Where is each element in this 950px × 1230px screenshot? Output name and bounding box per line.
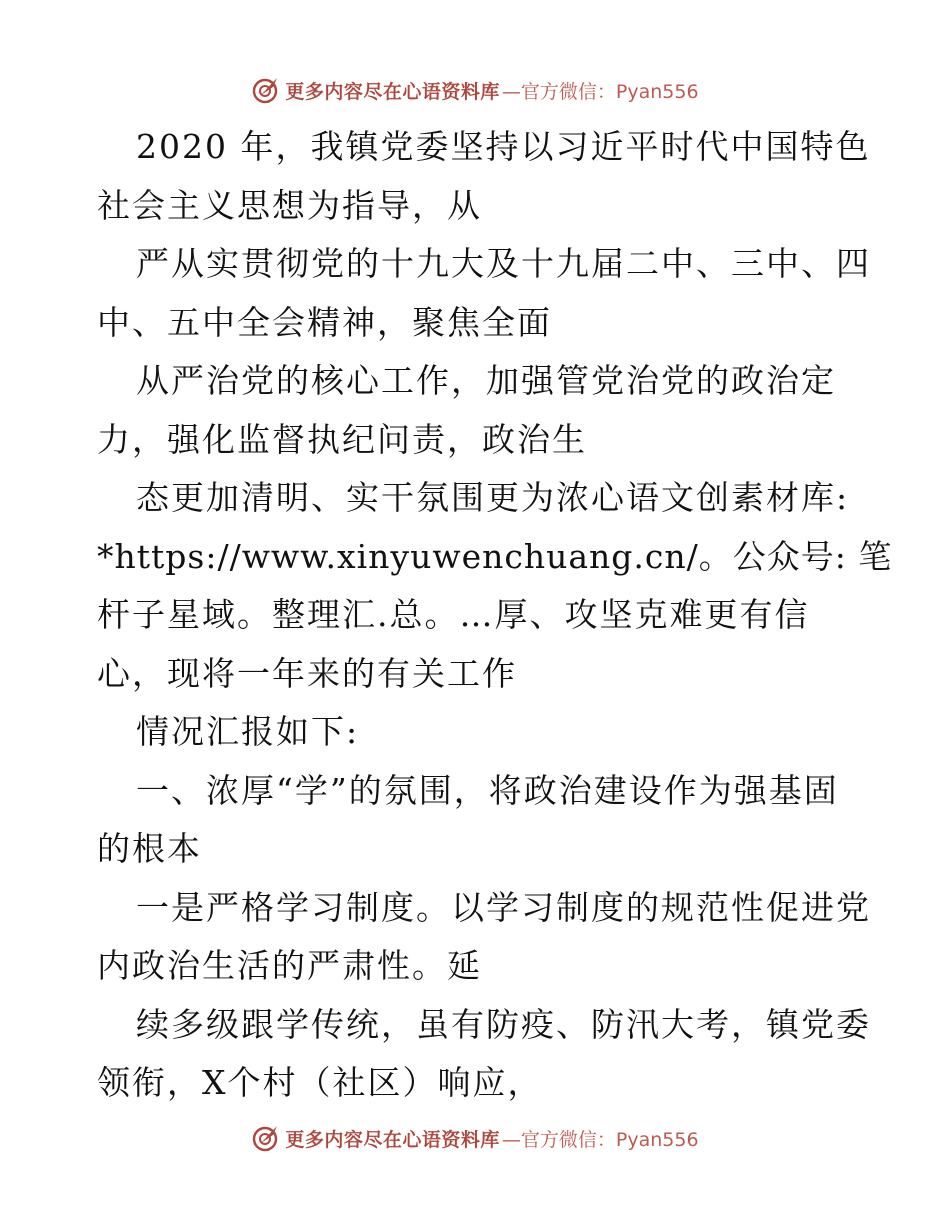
paragraph-line: 杆子星域。整理汇.总。…厚、攻坚克难更有信 — [97, 595, 810, 634]
paragraph-line: 从严治党的核心工作，加强管党治党的政治定 — [136, 361, 836, 400]
paragraph-line: 力，强化监督执纪问责，政治生 — [97, 419, 587, 459]
watermark-text: 更多内容尽在心语资料库 — [285, 80, 500, 103]
header-watermark — [0, 70, 950, 110]
paragraph-line: 情况汇报如下: — [136, 712, 360, 751]
section-heading-line: 一、浓厚“学”的氛围，将政治建设作为强基固 — [136, 770, 839, 810]
paragraph-line: 2020 年，我镇党委坚持以习近平时代中国特色 — [136, 127, 871, 166]
paragraph-line-url: *https://www.xinyuwenchuang.cn/。公众号: 笔 — [97, 536, 893, 576]
quill-logo-icon — [251, 1123, 281, 1153]
watermark-wechat: —官方微信：Pyan556 — [501, 80, 699, 103]
quill-logo-icon — [251, 75, 281, 105]
section-heading-line: 的根本 — [97, 829, 202, 868]
watermark-text: 更多内容尽在心语资料库 — [285, 1128, 500, 1151]
document-body — [97, 118, 893, 1113]
footer-watermark — [0, 1118, 950, 1158]
paragraph-line: 中、五中全会精神，聚焦全面 — [97, 302, 552, 342]
paragraph-line: 一是严格学习制度。以学习制度的规范性促进党 — [136, 887, 871, 927]
paragraph-line: 领衔，X个村（社区）响应， — [97, 1063, 543, 1102]
paragraph-line: 社会主义思想为指导，从 — [97, 185, 482, 225]
paragraph-line: 心，现将一年来的有关工作 — [97, 653, 517, 693]
paragraph-line: 严从实贯彻党的十九大及十九届二中、三中、四 — [136, 244, 871, 283]
paragraph-line: 态更加清明、实干氛围更为浓心语文创素材库: — [136, 478, 850, 517]
paragraph-line: 续多级跟学传统，虽有防疫、防汛大考，镇党委 — [136, 1004, 871, 1044]
watermark-wechat: —官方微信：Pyan556 — [501, 1128, 699, 1151]
paragraph-line: 内政治生活的严肃性。延 — [97, 946, 482, 985]
